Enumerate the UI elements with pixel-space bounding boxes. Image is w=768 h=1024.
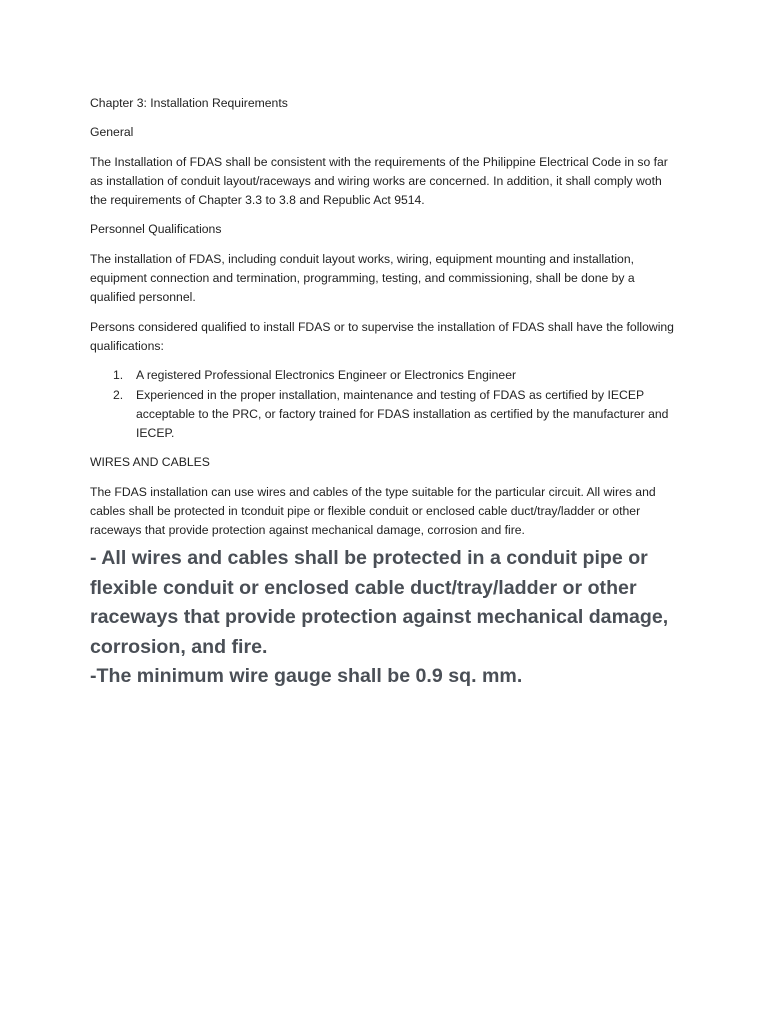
personnel-paragraph: The installation of FDAS, including conduit layout works, wiring, equipment mounting and installation, equipment connection and termination, programming, testing, and commissioning, shall be done by a qualified personnel. [90, 251, 635, 305]
qualified-paragraph: Persons considered qualified to install FDAS or to supervise the installation of FDAS shall have the following qualifications: [90, 319, 674, 353]
list-item [90, 386, 682, 444]
list-item-number: 2. [113, 387, 124, 402]
list-item [90, 366, 682, 385]
section-heading-general: General [90, 125, 134, 140]
callout-line-wire-gauge: -The minimum wire gauge shall be 0.9 sq. mm. [90, 665, 523, 687]
list-item-number: 1. [113, 368, 124, 383]
callout-line-protection: - All wires and cables shall be protected in a conduit pipe or flexible conduit or enclosed cable duct/tray/ladder or other raceways that provide protection against mechanical damage, corrosion, and fire. [90, 547, 669, 658]
callout-text-block [90, 544, 690, 692]
chapter-title: Chapter 3: Installation Requirements [90, 96, 288, 110]
section-heading-personnel: Personnel Qualifications [90, 222, 222, 237]
document-body [90, 94, 682, 551]
list-item-text: Experienced in the proper installation, maintenance and testing of FDAS as certified by IECEP acceptable to the PRC, or factory trained for FDAS installation as certified by the manufacturer and IECEP. [136, 387, 669, 441]
list-item-text: A registered Professional Electronics Engineer or Electronics Engineer [136, 368, 517, 383]
section-heading-wires: WIRES AND CABLES [90, 455, 210, 470]
general-paragraph: The Installation of FDAS shall be consistent with the requirements of the Philippine Electrical Code in so far as installation of conduit layout/raceways and wiring works are concerned. In addition, it shall comply woth the requirements of Chapter 3.3 to 3.8 and Republic Act 9514. [90, 154, 668, 208]
wires-paragraph: The FDAS installation can use wires and cables of the type suitable for the particular circuit. All wires and cables shall be protected in tconduit pipe or flexible conduit or enclosed cable duct/tray/ladder or other raceways that provide protection against mechanical damage, corrosion and fire. [90, 484, 656, 538]
qualifications-list [90, 366, 682, 443]
